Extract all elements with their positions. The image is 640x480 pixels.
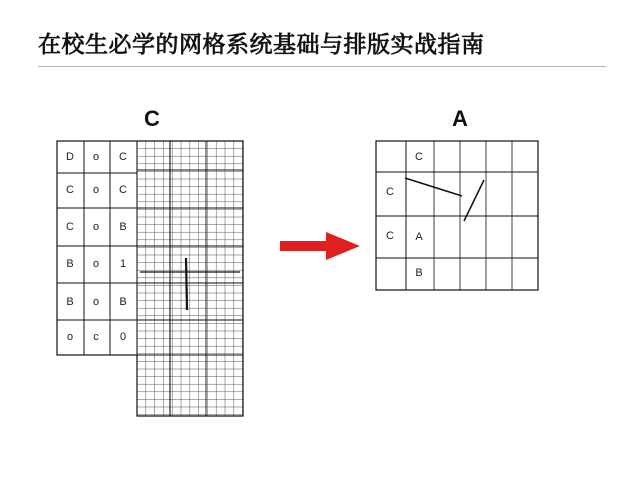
- left-cell: B: [119, 296, 127, 308]
- left-cell: o: [92, 184, 100, 196]
- left-cell: o: [92, 221, 100, 233]
- left-cell: C: [66, 221, 74, 233]
- right-cell-r0c1: C: [415, 151, 423, 163]
- left-cell: o: [92, 258, 100, 270]
- left-cell: c: [93, 331, 99, 343]
- left-cell: o: [92, 151, 100, 163]
- left-cell: o: [66, 331, 74, 343]
- left-cell: C: [119, 151, 127, 163]
- arrow-right-icon: [280, 232, 360, 260]
- right-panel-label: A: [452, 106, 468, 131]
- left-cell: B: [119, 221, 127, 233]
- right-cell-r2c1: A: [415, 231, 423, 243]
- left-cell: B: [66, 296, 74, 308]
- page-title: 在校生必学的网格系统基础与排版实战指南: [38, 32, 485, 58]
- left-cell: 0: [119, 331, 127, 343]
- right-cell-r3c1: B: [415, 267, 423, 279]
- left-cell: C: [119, 184, 127, 196]
- right-grid: [376, 141, 538, 290]
- left-cell: D: [66, 151, 74, 163]
- left-cell: 1: [119, 258, 127, 270]
- left-cell: B: [66, 258, 74, 270]
- right-cell-r1c0: C: [386, 186, 394, 198]
- left-cell: C: [66, 184, 74, 196]
- left-panel-label: C: [144, 106, 160, 131]
- right-cell-r2c0: C: [386, 230, 394, 242]
- left-grid: [57, 141, 243, 416]
- left-cell: o: [92, 296, 100, 308]
